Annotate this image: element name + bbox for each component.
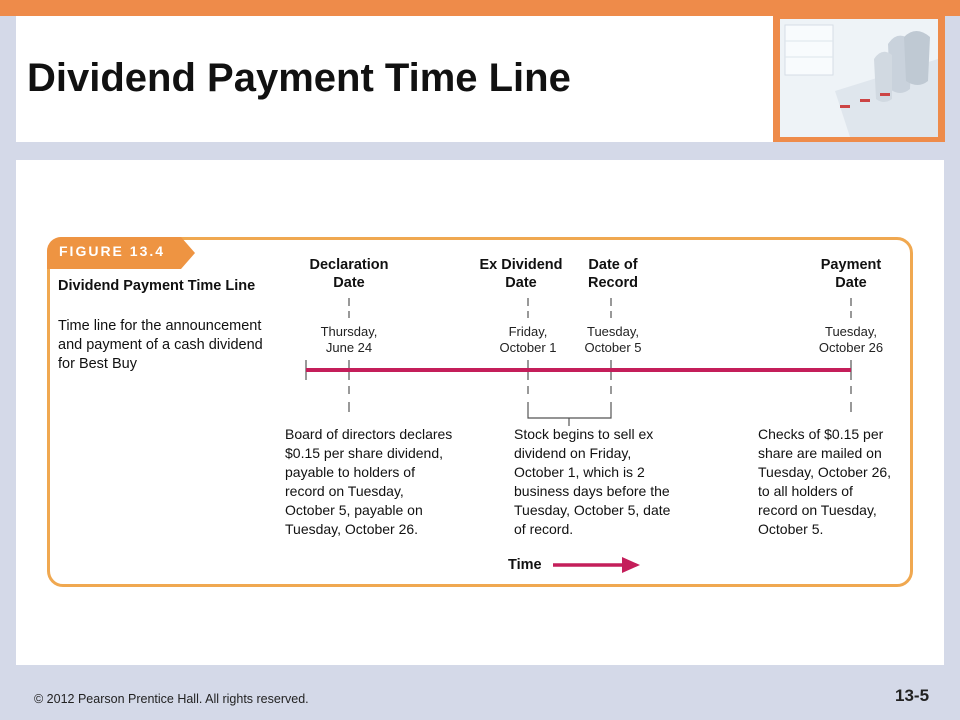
desc-line: October 5.: [758, 521, 824, 537]
date-line1: Friday,: [508, 324, 548, 339]
date-line2: October 26: [818, 340, 884, 355]
date-line2: October 5: [584, 340, 642, 355]
desc-line: Checks of $0.15 per: [758, 426, 884, 442]
date-line1: Thursday,: [320, 324, 378, 339]
desc-line: Board of directors declares: [285, 426, 453, 442]
figure-title: Dividend Payment Time Line: [58, 278, 256, 294]
slide-number: 13-5: [895, 686, 930, 705]
desc-line: to all holders of: [758, 483, 853, 499]
desc-line: October 1, which is 2: [514, 464, 645, 480]
desc-line: share are mailed on: [758, 445, 882, 461]
event-name-line1: Ex Dividend: [479, 257, 563, 273]
desc-line: of record.: [514, 521, 574, 537]
payment-description: [758, 425, 908, 539]
date-line1: Tuesday,: [586, 324, 640, 339]
copyright-footer: © 2012 Pearson Prentice Hall. All rights reserved.: [34, 692, 309, 706]
desc-line: record on Tuesday,: [758, 502, 877, 518]
declaration-description: [285, 425, 485, 539]
event-name-line2: Date: [333, 275, 365, 291]
desc-line: business days before the: [514, 483, 670, 499]
figure-tag-label: FIGURE 13.4: [59, 243, 166, 259]
slide-title: Dividend Payment Time Line: [27, 56, 571, 100]
time-label: Time: [508, 557, 542, 573]
time-arrow-head: [622, 557, 640, 573]
desc-line: Tuesday, October 26.: [285, 521, 419, 537]
desc-line: Tuesday, October 26,: [758, 464, 892, 480]
desc-line: payable to holders of: [285, 464, 415, 480]
date-line2: June 24: [325, 340, 373, 355]
event-name-line2: Date: [835, 275, 867, 291]
desc-line: Tuesday, October 5, date: [514, 502, 671, 518]
figure-description: Time line for the announcement and payment of a cash dividend for Best Buy: [58, 318, 263, 372]
desc-line: record on Tuesday,: [285, 483, 404, 499]
event-name-line1: Payment: [820, 257, 882, 273]
event-name-line1: Date of: [588, 257, 638, 273]
desc-line: Stock begins to sell ex: [514, 426, 654, 442]
ex-dividend-description: [514, 425, 724, 539]
desc-line: dividend on Friday,: [514, 445, 632, 461]
desc-line: October 5, payable on: [285, 502, 423, 518]
event-name-line1: Declaration: [309, 257, 389, 273]
date-line1: Tuesday,: [824, 324, 878, 339]
event-name-line2: Date: [505, 275, 537, 291]
date-line2: October 1: [499, 340, 557, 355]
desc-line: $0.15 per share dividend,: [285, 445, 443, 461]
event-name-line2: Record: [588, 275, 638, 291]
ex-dividend-record-bracket: [528, 412, 611, 426]
